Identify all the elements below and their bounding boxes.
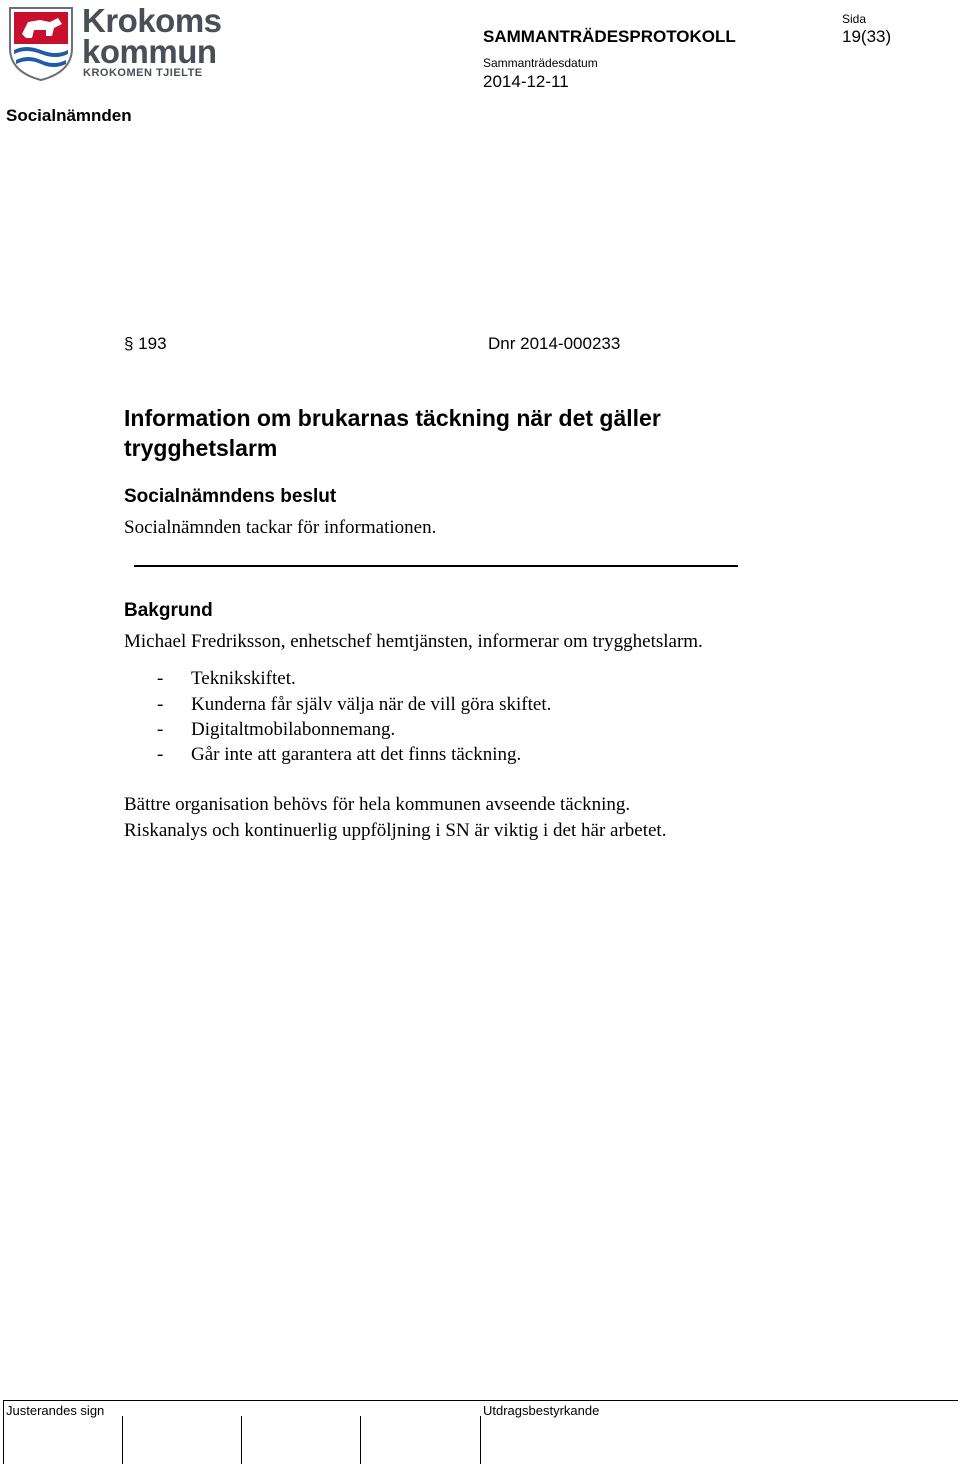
decision-heading: Socialnämndens beslut <box>124 486 337 507</box>
bullet-dash: - <box>157 719 164 740</box>
meeting-date: 2014-12-11 <box>483 72 569 91</box>
logo-line-tjielte: KROKOMEN TJIELTE <box>83 67 203 79</box>
bullet-dash: - <box>157 744 164 765</box>
closing-text-line-2: Riskanalys och kontinuerlig uppföljning i SN är viktig i det här arbetet. <box>124 820 667 841</box>
logo-line-kommun: kommun <box>82 33 217 70</box>
krokoms-kommun-logo <box>6 2 222 84</box>
page-number: 19(33) <box>842 27 892 46</box>
background-text: Michael Fredriksson, enhetschef hemtjänsten, informerar om trygghetslarm. <box>124 631 703 652</box>
signature-box-divider <box>122 1416 123 1464</box>
bullet-dash: - <box>157 694 164 715</box>
section-divider <box>134 565 738 567</box>
document-type: SAMMANTRÄDESPROTOKOLL <box>483 27 736 46</box>
meeting-date-label: Sammanträdesdatum <box>483 56 598 70</box>
background-heading: Bakgrund <box>124 600 213 621</box>
item-title-line-2: trygghetslarm <box>124 435 278 461</box>
list-item: Teknikskiftet. <box>191 668 296 689</box>
signature-box-divider <box>480 1416 481 1464</box>
decision-text: Socialnämnden tackar för informationen. <box>124 517 437 538</box>
justerandes-sign-label: Justerandes sign <box>6 1403 105 1418</box>
organ-name: Socialnämnden <box>6 106 132 125</box>
item-title-line-1: Information om brukarnas täckning när det gäller <box>124 405 661 431</box>
list-item: Digitaltmobilabonnemang. <box>191 719 396 740</box>
list-item: Går inte att garantera att det finns täckning. <box>191 744 522 765</box>
footer-top-rule <box>3 1400 958 1401</box>
footer-left-rule <box>3 1400 4 1464</box>
bullet-dash: - <box>157 668 164 689</box>
signature-box-divider <box>241 1416 242 1464</box>
logo-line-krokoms: Krokoms <box>82 2 222 39</box>
closing-text-line-1: Bättre organisation behövs för hela kommunen avseende täckning. <box>124 794 631 815</box>
diary-number: Dnr 2014-000233 <box>488 334 621 353</box>
page-label: Sida <box>842 12 867 26</box>
utdragsbestyrkande-label: Utdragsbestyrkande <box>483 1403 600 1418</box>
signature-box-divider <box>360 1416 361 1464</box>
paragraph-number: § 193 <box>124 334 167 353</box>
list-item: Kunderna får själv välja när de vill göra skiftet. <box>191 694 552 715</box>
